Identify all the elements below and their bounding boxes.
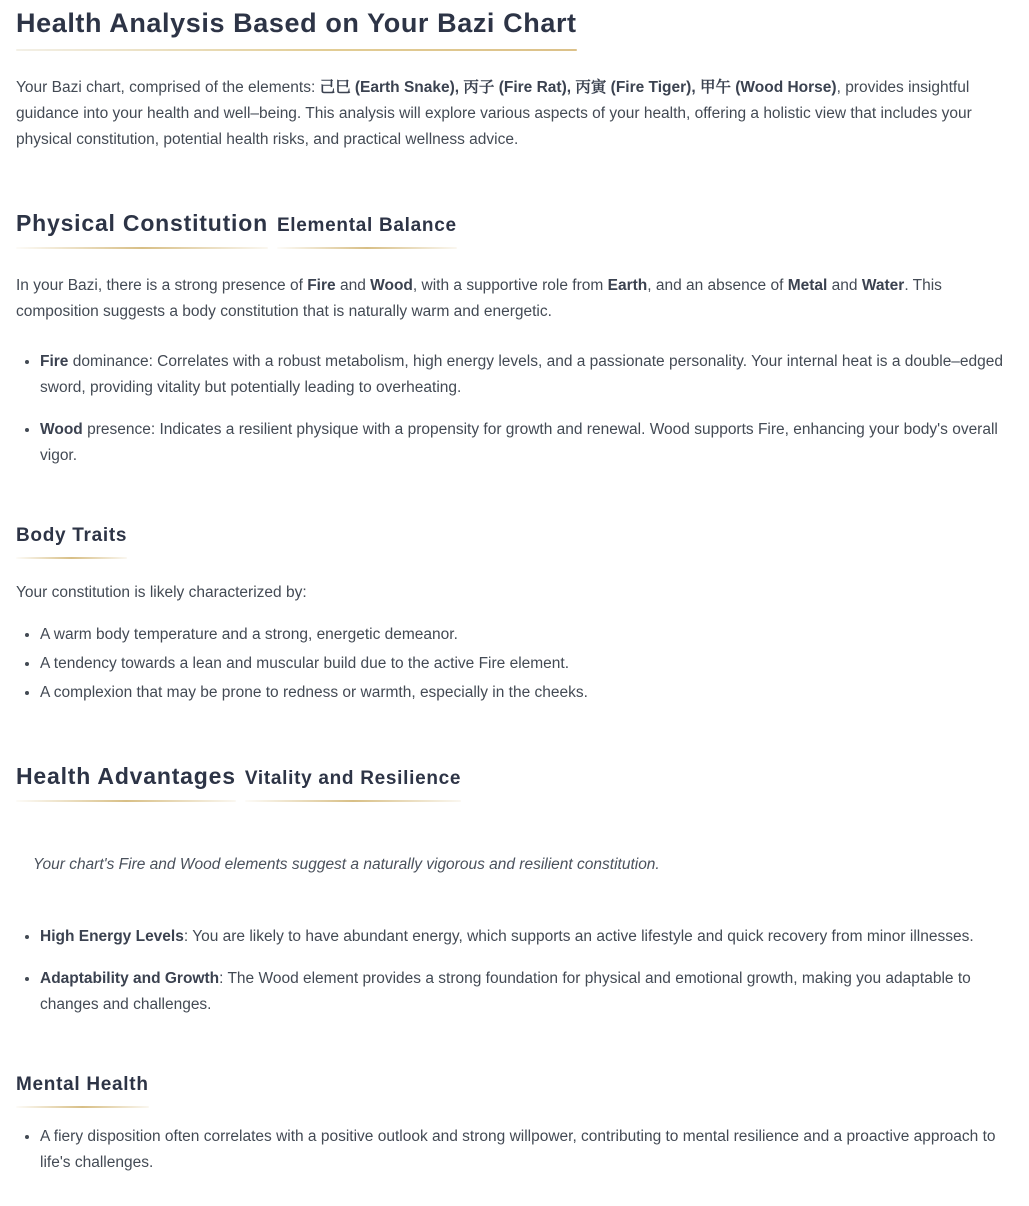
physical-heading-gold-divider (16, 247, 268, 249)
mental-health-heading-block (16, 1072, 149, 1108)
vitality-resilience-subheading-block (245, 766, 461, 802)
list-item (40, 924, 1013, 950)
elemental-balance-subheading: Elemental Balance (276, 215, 457, 236)
mental-health-gold-divider (16, 1106, 149, 1108)
elemental-text: . This composition suggests a body constitution that is naturally warm and energetic. (16, 277, 942, 320)
fire-dominance-bold: Fire (40, 353, 69, 370)
wood-presence-text: presence: Indicates a resilient physique with a propensity for growth and renewal. Wood supports Fire, enhancing your body's overall vigor. (40, 421, 998, 464)
body-traits-lead: Your constitution is likely characterized by: (16, 584, 307, 601)
high-energy-text: : You are likely to have abundant energy, which supports an active lifestyle and quick recovery from minor illnesses. (183, 928, 974, 945)
list-item (40, 417, 1013, 469)
element-metal-bold: Metal (787, 277, 828, 294)
mental-health-list (16, 1124, 1013, 1176)
bazi-elements-bold: 己巳 (Earth Snake), 丙子 (Fire Rat), 丙寅 (Fire Tiger), 甲午 (Wood Horse) (319, 79, 837, 96)
elemental-balance-gold-divider (277, 247, 457, 249)
elemental-text: , with a supportive role from (412, 277, 608, 294)
body-traits-gold-divider (16, 557, 127, 559)
health-advantages-gold-divider (16, 800, 236, 802)
list-item (40, 349, 1013, 401)
adaptability-bold: Adaptability and Growth (40, 970, 220, 987)
physical-constitution-heading: Physical Constitution (16, 210, 268, 236)
wood-presence-bold: Wood (40, 421, 83, 438)
physical-constitution-heading-row (16, 209, 1013, 249)
title-gold-divider (16, 49, 577, 51)
body-traits-heading-block (16, 523, 127, 559)
element-wood-bold: Wood (370, 277, 413, 294)
health-advantages-list (16, 924, 1013, 1018)
elemental-balance-subheading-block (277, 213, 457, 249)
element-earth-bold: Earth (607, 277, 648, 294)
high-energy-bold: High Energy Levels (40, 928, 184, 945)
body-traits-list (16, 622, 1013, 706)
list-item: • A tendency towards a lean and muscular build due to the active Fire element. (40, 651, 1013, 677)
health-advantages-heading-row (16, 762, 1013, 802)
adaptability-text: : The Wood element provides a strong foundation for physical and emotional growth, making you adaptable to changes and challenges. (40, 970, 971, 1013)
elemental-text: In your Bazi, there is a strong presence of (16, 277, 308, 294)
list-item: • A warm body temperature and a strong, energetic demeanor. (40, 622, 1013, 648)
list-item (40, 966, 1013, 1018)
fire-dominance-text: dominance: Correlates with a robust metabolism, high energy levels, and a passionate personality. Your internal heat is a double–edged sword, providing vitality but potentially leading to overheating. (40, 353, 1004, 396)
elemental-text: , and an absence of (647, 277, 788, 294)
health-advantages-heading: Health Advantages (16, 763, 236, 789)
elemental-balance-paragraph (16, 273, 1013, 325)
list-item: • A complexion that may be prone to redness or warmth, especially in the cheeks. (40, 680, 1013, 706)
vitality-resilience-subheading: Vitality and Resilience (244, 768, 462, 789)
list-item: • A fiery disposition often correlates with a positive outlook and strong willpower, contributing to mental resilience and a proactive approach to life's challenges. (40, 1124, 1013, 1176)
page-title: Health Analysis Based on Your Bazi Chart (16, 8, 577, 38)
advantages-quote: Your chart's Fire and Wood elements suggest a naturally vigorous and resilient constitution. (33, 856, 660, 873)
elemental-text: and (335, 277, 371, 294)
health-advantages-heading-block (16, 762, 236, 802)
elemental-text: and (827, 277, 862, 294)
intro-paragraph (16, 75, 1013, 153)
element-fire-bold: Fire (307, 277, 336, 294)
intro-text-end: , provides insightful guidance into your health and well–being. This analysis will explore various aspects of your health, offering a holistic view that includes your physical constitution, potential health risks, and practical wellness advice. (16, 79, 972, 148)
page-title-block (16, 6, 577, 51)
physical-constitution-heading-block (16, 209, 268, 249)
mental-health-heading: Mental Health (16, 1074, 149, 1095)
vitality-resilience-gold-divider (245, 800, 461, 802)
body-traits-heading: Body Traits (16, 525, 128, 546)
intro-text-start: Your Bazi chart, comprised of the elements: (16, 79, 320, 96)
element-water-bold: Water (861, 277, 905, 294)
elemental-balance-list (16, 349, 1013, 469)
